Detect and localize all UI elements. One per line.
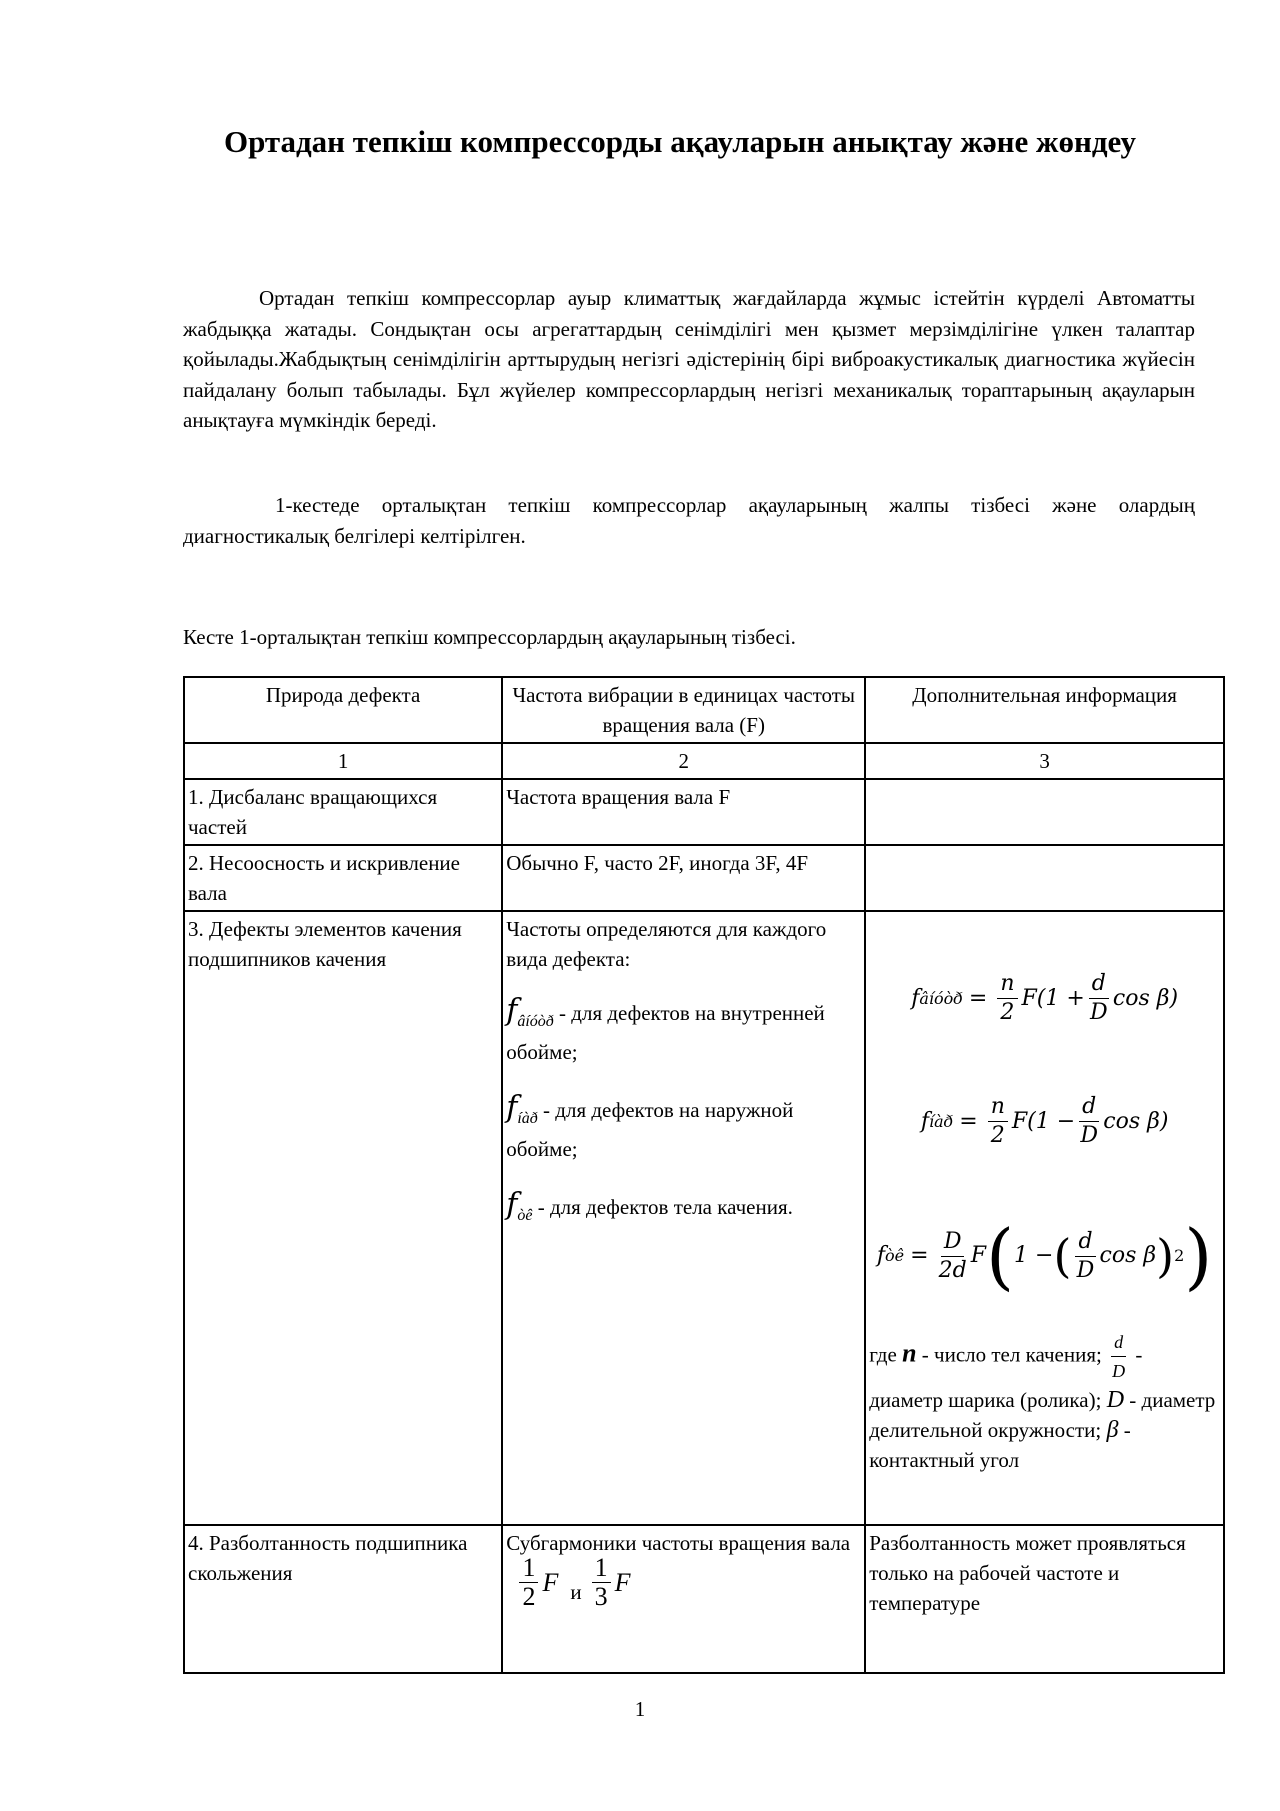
row4-nature: 4. Разболтанность подшипника скольжения: [184, 1525, 502, 1673]
row3-nature: 3. Дефекты элементов качения подшипников качения: [184, 911, 502, 1525]
rolling-body-text: - для дефектов тела качения.: [532, 1195, 793, 1219]
col-number-2: 2: [502, 743, 865, 779]
table-row: [184, 845, 1224, 911]
inner-race-text: - для дефектов на внутренней обойме;: [506, 1001, 825, 1064]
table-caption: Кесте 1-орталықтан тепкіш компрессорлардың ақауларының тізбесі.: [183, 625, 796, 649]
row3-frequency: [502, 911, 865, 1525]
col-number-1: 1: [184, 743, 502, 779]
row3-info: [865, 911, 1224, 1525]
inner-race-item: [506, 993, 861, 1067]
table-row: [184, 911, 1224, 1525]
rolling-body-item: [506, 1187, 861, 1231]
outer-race-formula: f íàð = $\frac{n}{2}$ F(1 − $\frac{d}{D}$ cos β): [920, 1094, 1169, 1148]
f-symbol: f: [506, 993, 518, 1028]
f-subscript: íàð: [517, 1110, 538, 1127]
outer-race-text: - для дефектов на наружной обойме;: [506, 1098, 794, 1161]
row2-info: [865, 845, 1224, 911]
f-symbol: f: [506, 1090, 518, 1125]
row2-frequency: Обычно F, часто 2F, иногда 3F, 4F: [502, 845, 865, 911]
row4-info: Разболтанность может проявляться только на рабочей частоте и температуре: [865, 1525, 1224, 1673]
row3-frequency-intro: Частоты определяются для каждого вида дефекта:: [506, 917, 827, 971]
intro-paragraph: Ортадан тепкіш компрессорлар ауыр климаттық жағдайларда жұмыс істейтін күрделі Автоматты жабдыққа жатады. Сондықтан осы агрегаттардың сенімділігі мен қызмет мерзімділігіне үлкен талаптар қойылады.Жабдықтың сенімділігін арттырудың негізгі әдістерінің бірі виброакустикалық диагностика жүйесін пайдалану болып табылады. Бұл жүйелер компрессорлардың негізгі механикалық тораптарының ақауларын анықтауға мүмкіндік береді.: [183, 286, 1195, 432]
header-frequency: Частота вибрации в единицах частоты вращения вала (F): [502, 677, 865, 743]
table-row: [184, 779, 1224, 845]
row1-nature: 1. Дисбаланс вращающихся частей: [184, 779, 502, 845]
table-number-row: [184, 743, 1224, 779]
page-title: Ортадан тепкіш компрессорды ақауларын анықтау және жөндеу: [223, 124, 1137, 159]
col-number-3: 3: [865, 743, 1224, 779]
table-header-row: [184, 677, 1224, 743]
header-nature: Природа дефекта: [184, 677, 502, 743]
row4-frequency: Субгармоники частоты вращения вала $\frac{1}{2}$ F и $\frac{1}{3}$ F: [502, 1525, 865, 1673]
row1-frequency: Частота вращения вала F: [502, 779, 865, 845]
header-info: Дополнительная информация: [865, 677, 1224, 743]
table-row: [184, 1525, 1224, 1673]
f-subscript: âíóòð: [517, 1013, 554, 1030]
defects-table: [183, 676, 1225, 1674]
outer-race-item: [506, 1090, 861, 1164]
f-symbol: f: [506, 1187, 518, 1222]
row2-nature: 2. Несоосность и искривление вала: [184, 845, 502, 911]
row1-info: [865, 779, 1224, 845]
f-subscript: òê: [517, 1207, 533, 1224]
page-number: 1: [634, 1697, 646, 1721]
formula-legend: где n - число тел качения; $\frac{d}{D}$ - диаметр шарика (ролика); D - диаметр делительной окружности; β - контактный угол: [869, 1328, 1220, 1475]
table-intro-paragraph: 1-кестеде орталықтан тепкіш компрессорлар ақауларының жалпы тізбесі және олардың диагностикалық белгілері келтірілген.: [183, 493, 1195, 548]
rolling-body-formula: f òê = $\frac{D}{2d}$ F ( 1 − ( $\frac{d}{D}$ cos β ) 2 ): [876, 1214, 1213, 1298]
inner-race-formula: f âíóòð = $\frac{n}{2}$ F(1 + $\frac{d}{D}$ cos β): [911, 971, 1179, 1025]
